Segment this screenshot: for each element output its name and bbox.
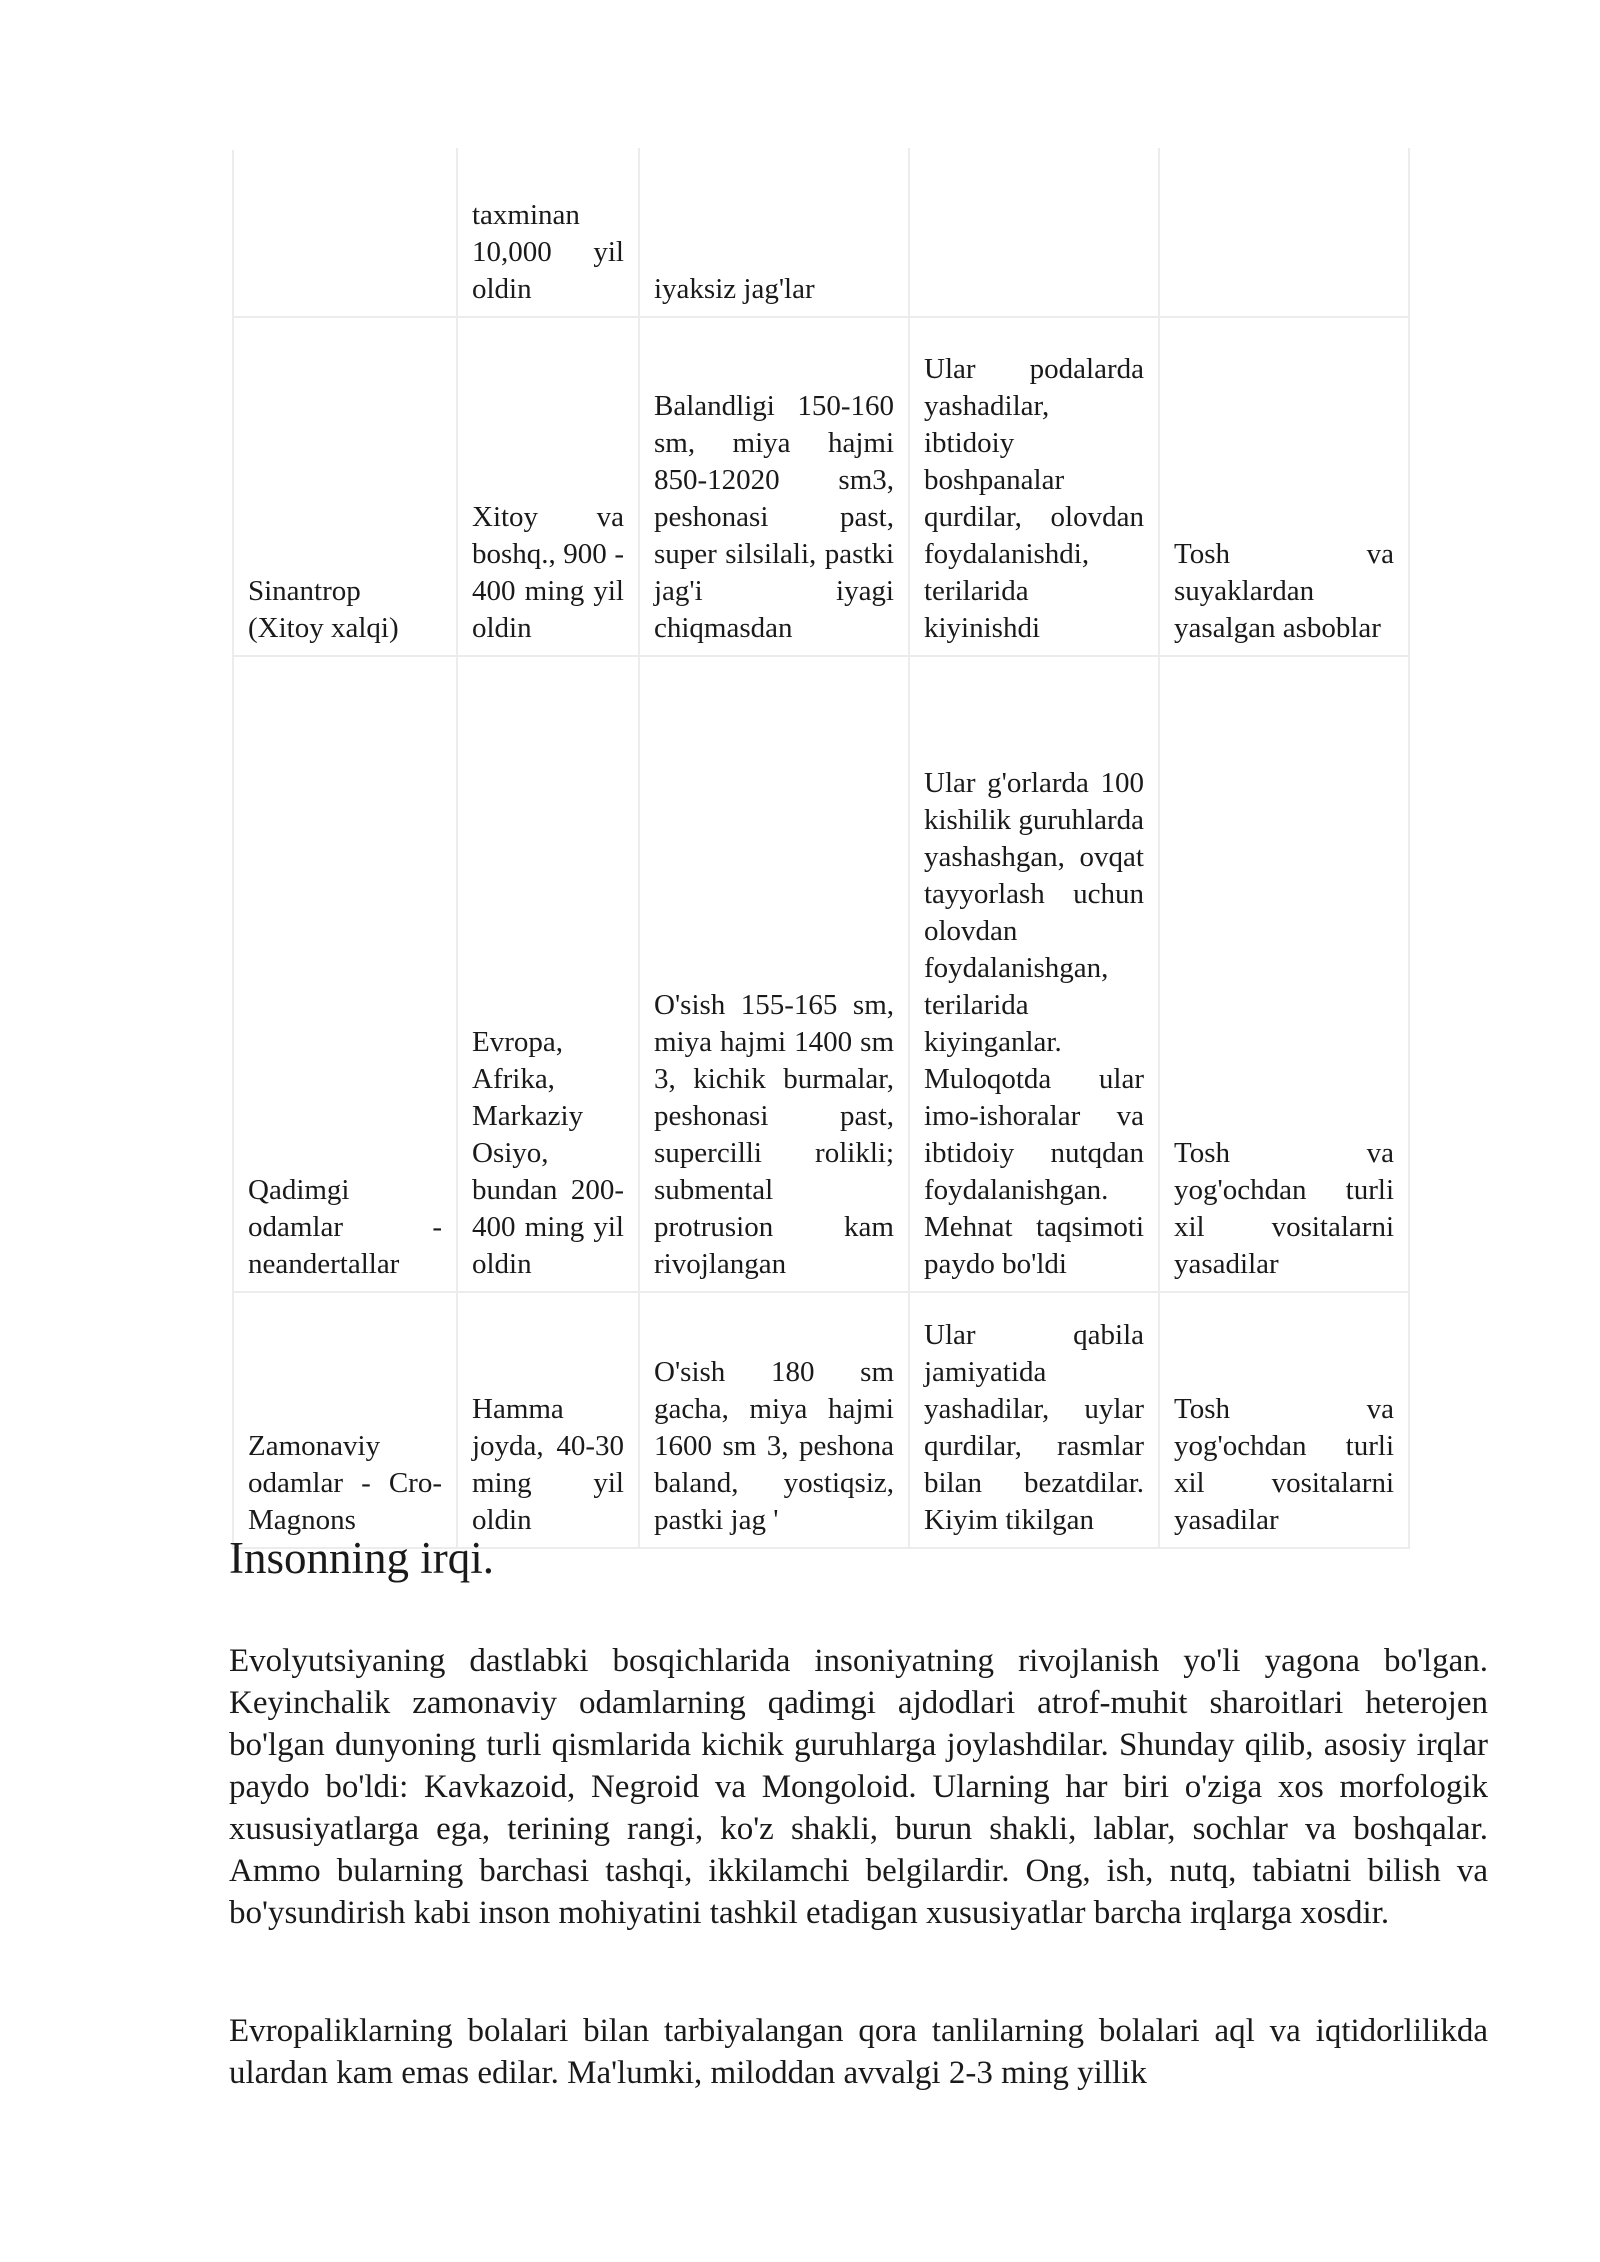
table-cell: Ular qabila jamiyatida yashadilar, uylar qurdilar, rasmlar bilan bezatdilar. Kiyim tikilgan [909,1292,1159,1548]
table-cell: Sinantrop (Xitoy xalqi) [233,317,457,656]
table-row [233,317,1409,656]
table-cell: Ular podalarda yashadilar, ibtidoiy boshpanalar qurdilar, olovdan foydalanishdi, terilarida kiyinishdi [909,317,1159,656]
table-row [233,656,1409,1292]
table-cell: O'sish 155-165 sm, miya hajmi 1400 sm 3, kichik burmalar, peshonasi past, supercilli rolikli; submental protrusion kam rivojlangan [639,656,909,1292]
table-cell [233,149,457,317]
table-cell: Tosh va yog'ochdan turli xil vositalarni yasadilar [1159,1292,1409,1548]
section-heading: Insonning irqi. [229,1533,494,1583]
table-row [233,1292,1409,1548]
table-row [233,149,1409,317]
table-cell: Evropa, Afrika, Markaziy Osiyo, bundan 200-400 ming yil oldin [457,656,639,1292]
table-cell: O'sish 180 sm gacha, miya hajmi 1600 sm 3, peshona baland, yostiqsiz, pastki jag ' [639,1292,909,1548]
evolution-table [232,148,1410,1549]
table-cell: Qadimgi odamlar - neandertallar [233,656,457,1292]
table-cell: Tosh va suyaklardan yasalgan asboblar [1159,317,1409,656]
table-cell: taxminan 10,000 yil oldin [457,149,639,317]
table-cell: Tosh va yog'ochdan turli xil vositalarni yasadilar [1159,656,1409,1292]
table-cell: Xitoy va boshq., 900 - 400 ming yil oldin [457,317,639,656]
table-cell: iyaksiz jag'lar [639,149,909,317]
table-cell: Zamonaviy odamlar - Cro-Magnons [233,1292,457,1548]
paragraph: Evropaliklarning bolalari bilan tarbiyalangan qora tanlilarning bolalari aql va iqtidorlilikda ulardan kam emas edilar. Ma'lumki, miloddan avvalgi 2-3 ming yillik [229,2013,1488,2091]
table-cell: Hamma joyda, 40-30 ming yil oldin [457,1292,639,1548]
paragraph: Evolyutsiyaning dastlabki bosqichlarida insoniyatning rivojlanish yo'li yagona bo'lgan. Keyinchalik zamonaviy odamlarning qadimgi ajdodlari atrof-muhit sharoitlari heterojen bo'lgan dunyoning turli qismlarida kichik guruhlarga joylashdilar. Shunday qilib, asosiy irqlar paydo bo'ldi: Kavkazoid, Negroid va Mongoloid. Ularning har biri o'ziga xos morfologik xususiyatlarga ega, terining rangi, ko'z shakli, burun shakli, lablar, sochlar va boshqalar. Ammo bularning barchasi tashqi, ikkilamchi belgilardir. Ong, ish, nutq, tabiatni bilish va bo'ysundirish kabi inson mohiyatini tashkil etadigan xususiyatlar barcha irqlarga xosdir. [229,1643,1488,1931]
table-cell [1159,149,1409,317]
table-cell: Ular g'orlarda 100 kishilik guruhlarda yashashgan, ovqat tayyorlash uchun olovdan foydalanishgan, terilarida kiyinganlar. Muloqotda ular imo-ishoralar va ibtidoiy nutqdan foydalanishgan. Mehnat taqsimoti paydo bo'ldi [909,656,1159,1292]
table-cell: Balandligi 150-160 sm, miya hajmi 850-12020 sm3, peshonasi past, super silsilali, pastki jag'i iyagi chiqmasdan [639,317,909,656]
table-cell [909,149,1159,317]
